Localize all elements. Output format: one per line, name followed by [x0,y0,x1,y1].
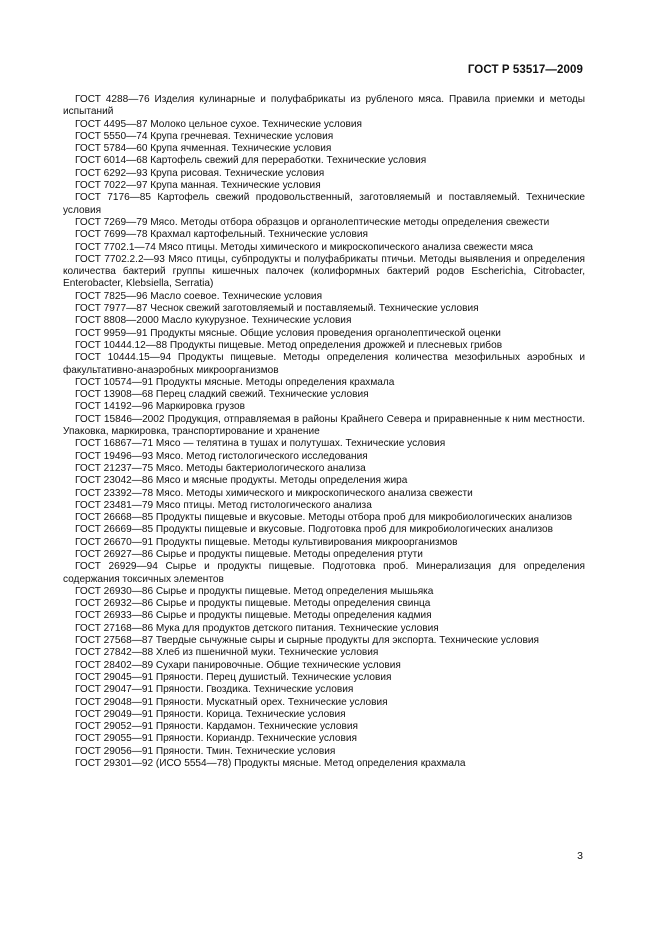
reference-item: ГОСТ 7269—79 Мясо. Методы отбора образцов и органолептические методы определения свежести [75,216,550,228]
reference-item: ГОСТ 29045—91 Пряности. Перец душистый. Технические условия [75,671,392,683]
reference-item: ГОСТ 27168—86 Мука для продуктов детского питания. Технические условия [75,622,439,634]
reference-item: ГОСТ 23042—86 Мясо и мясные продукты. Методы определения жира [75,475,408,487]
reference-item: ГОСТ 10444.15—94 Продукты пищевые. Методы определения количества мезофильных аэробных и факультативно-анаэробных микроорганизмов [63,352,585,376]
reference-item: ГОСТ 7702.2.2—93 Мясо птицы, субпродукты и полуфабрикаты птичьи. Методы выявления и определения количества бактерий группы кишечных палочек (колиформных бактерий родов Escherichia, Citrobacter, Enterobacter, Klebsiella, Serratia) [63,253,585,290]
reference-item: ГОСТ 8808—2000 Масло кукурузное. Технические условия [75,315,352,327]
reference-item: ГОСТ 26933—86 Сырье и продукты пищевые. Методы определения кадмия [75,610,432,622]
reference-item: ГОСТ 5550—74 Крупа гречневая. Технические условия [75,130,334,142]
reference-item: ГОСТ 27568—87 Твердые сычужные сыры и сырные продукты для экспорта. Технические условия [75,635,540,647]
reference-item: ГОСТ 26929—94 Сырье и продукты пищевые. Подготовка проб. Минерализация для определения содержания токсичных элементов [63,561,585,585]
reference-item: ГОСТ 26930—86 Сырье и продукты пищевые. Метод определения мышьяка [75,585,434,597]
reference-item: ГОСТ 29056—91 Пряности. Тмин. Технические условия [75,745,336,757]
reference-item: ГОСТ 7702.1—74 Мясо птицы. Методы химического и микроскопического анализа свежести мяса [75,241,533,253]
reference-item: ГОСТ 19496—93 Мясо. Метод гистологического исследования [75,450,368,462]
reference-item: ГОСТ 26670—91 Продукты пищевые. Методы культивирования микроорганизмов [75,536,458,548]
reference-item: ГОСТ 4495—87 Молоко цельное сухое. Технические условия [75,118,363,130]
references-list [63,94,585,770]
reference-item: ГОСТ 14192—96 Маркировка грузов [75,401,246,413]
reference-item: ГОСТ 9959—91 Продукты мясные. Общие условия проведения органолептической оценки [75,327,501,339]
reference-item: ГОСТ 29048—91 Пряности. Мускатный орех. Технические условия [75,696,388,708]
reference-item: ГОСТ 10444.12—88 Продукты пищевые. Метод определения дрожжей и плесневых грибов [75,339,503,351]
reference-item: ГОСТ 29301—92 (ИСО 5554—78) Продукты мясные. Метод определения крахмала [75,758,466,770]
reference-item: ГОСТ 4288—76 Изделия кулинарные и полуфабрикаты из рубленого мяса. Правила приемки и методы испытаний [63,94,585,118]
reference-item: ГОСТ 23481—79 Мясо птицы. Метод гистологического анализа [75,499,372,511]
reference-item: ГОСТ 7825—96 Масло соевое. Технические условия [75,290,323,302]
reference-item: ГОСТ 6014—68 Картофель свежий для переработки. Технические условия [75,155,427,167]
page-number: 3 [577,850,583,862]
reference-item: ГОСТ 23392—78 Мясо. Методы химического и микроскопического анализа свежести [75,487,473,499]
reference-item: ГОСТ 27842—88 Хлеб из пшеничной муки. Технические условия [75,647,379,659]
reference-item: ГОСТ 26927—86 Сырье и продукты пищевые. Методы определения ртути [75,548,423,560]
reference-item: ГОСТ 28402—89 Сухари панировочные. Общие технические условия [75,659,401,671]
reference-item: ГОСТ 26668—85 Продукты пищевые и вкусовые. Методы отбора проб для микробиологических анализов [75,512,573,524]
reference-item: ГОСТ 10574—91 Продукты мясные. Методы определения крахмала [75,376,395,388]
standard-header: ГОСТ Р 53517—2009 [467,64,583,76]
reference-item: ГОСТ 26932—86 Сырье и продукты пищевые. Методы определения свинца [75,598,431,610]
reference-item: ГОСТ 7176—85 Картофель свежий продовольственный, заготовляемый и поставляемый. Технические условия [63,192,585,216]
reference-item: ГОСТ 26669—85 Продукты пищевые и вкусовые. Подготовка проб для микробиологических анализов [75,524,553,536]
reference-item: ГОСТ 7977—87 Чеснок свежий заготовляемый и поставляемый. Технические условия [75,303,479,315]
reference-item: ГОСТ 6292—93 Крупа рисовая. Технические условия [75,167,325,179]
reference-item: ГОСТ 7699—78 Крахмал картофельный. Технические условия [75,229,368,241]
reference-item: ГОСТ 29047—91 Пряности. Гвоздика. Технические условия [75,684,354,696]
reference-item: ГОСТ 29052—91 Пряности. Кардамон. Технические условия [75,721,359,733]
reference-item: ГОСТ 29055—91 Пряности. Кориандр. Технические условия [75,733,357,745]
reference-item: ГОСТ 7022—97 Крупа манная. Технические условия [75,180,321,192]
reference-item: ГОСТ 16867—71 Мясо — телятина в тушах и полутушах. Технические условия [75,438,446,450]
reference-item: ГОСТ 13908—68 Перец сладкий свежий. Технические условия [75,389,369,401]
reference-item: ГОСТ 21237—75 Мясо. Методы бактериологического анализа [75,462,366,474]
reference-item: ГОСТ 15846—2002 Продукция, отправляемая в районы Крайнего Севера и приравненные к ним местности. Упаковка, маркировка, транспортирование и хранение [63,413,585,438]
reference-item: ГОСТ 5784—60 Крупа ячменная. Технические условия [75,143,332,155]
reference-item: ГОСТ 29049—91 Пряности. Корица. Технические условия [75,708,346,720]
